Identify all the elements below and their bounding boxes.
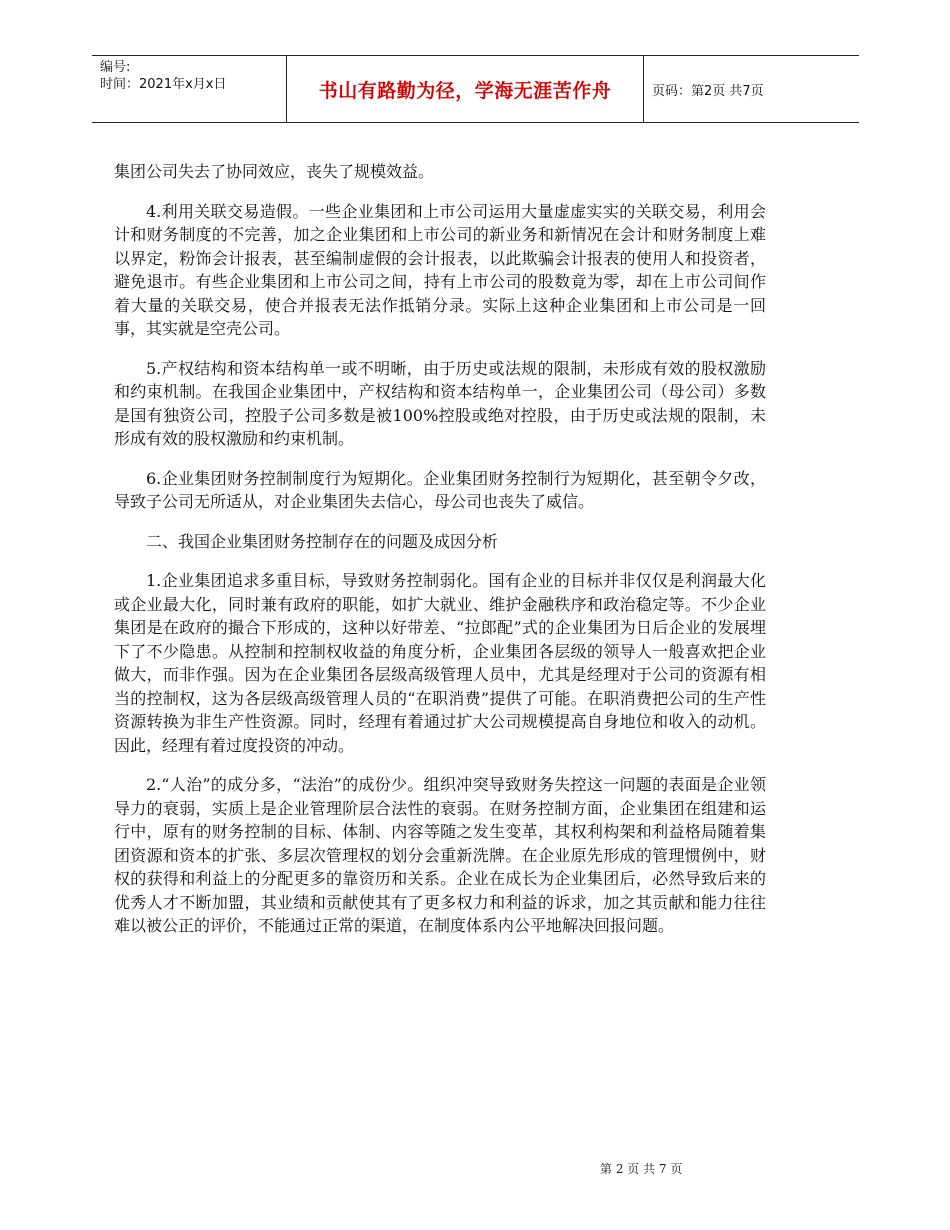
paragraph: 1.企业集团追求多重目标，导致财务控制弱化。国有企业的目标并非仅仅是利润最大化或企业最大化，同时兼有政府的职能，如扩大就业、维护金融秩序和政治稳定等。不少企业集团是在政府的撮合下形成的，这种以好带差、“拉郎配”式的企业集团为日后企业的发展埋下了不少隐患。从控制和控制权收益的角度分析，企业集团各层级的领导人一般喜欢把企业做大，而非作强。因为在企业集团各层级高级管理人员中，尤其是经理对于公司的资源有相当的控制权，这为各层级高级管理人员的“在职消费”提供了可能。在职消费把公司的生产性资源转换为非生产性资源。同时，经理有着通过扩大公司规模提高自身地位和收入的动机。因此，经理有着过度投资的冲动。 (114, 571, 766, 755)
document-body (114, 160, 766, 954)
paragraph: 6.企业集团财务控制制度行为短期化。企业集团财务控制行为短期化，甚至朝令夕改，导致子公司无所适从，对企业集团失去信心，母公司也丧失了威信。 (114, 468, 766, 511)
number-label: 编号: (100, 60, 131, 75)
page-footer: 第 2 页 共 7 页 (600, 1162, 683, 1176)
header-motto: 书山有路勤为径，学海无涯苦作舟 (287, 56, 644, 122)
paragraph: 4.利用关联交易造假。一些企业集团和上市公司运用大量虚虚实实的关联交易，利用会计和财务制度的不完善，加之企业集团和上市公司的新业务和新情况在会计和财务制度上难以界定，粉饰会计报表，甚至编制虚假的会计报表，以此欺骗会计报表的使用人和投资者，避免退市。有些企业集团和上市公司之间，持有上市公司的股数竟为零，却在上市公司间作着大量的关联交易，使合并报表无法作抵销分录。实际上这种企业集团和上市公司是一回事，其实就是空壳公司。 (114, 201, 766, 338)
date-label: 时间：2021年x月x日 (100, 77, 227, 92)
paragraph: 2.“人治”的成分多，“法治”的成份少。组织冲突导致财务失控这一问题的表面是企业领导力的衰弱，实质上是企业管理阶层合法性的衰弱。在财务控制方面，企业集团在组建和运行中，原有的财务控制的目标、体制、内容等随之发生变革，其权利构架和利益格局随着集团资源和资本的扩张、多层次管理权的划分会重新洗牌。在企业原先形成的管理惯例中，财权的获得和利益上的分配更多的靠资历和关系。企业在成长为企业集团后，必然导致后来的优秀人才不断加盟，其业绩和贡献使其有了更多权力和利益的诉求，加之其贡献和能力往往难以被公正的评价，不能通过正常的渠道，在制度体系内公平地解决回报问题。 (114, 775, 766, 935)
header-page-info: 页码：第2页 共7页 (652, 83, 764, 99)
paragraph: 集团公司失去了协同效应，丧失了规模效益。 (114, 162, 435, 181)
paragraph: 5.产权结构和资本结构单一或不明晰，由于历史或法规的限制，未形成有效的股权激励和约束机制。在我国企业集团中，产权结构和资本结构单一，企业集团公司（母公司）多数是国有独资公司，控股子公司多数是被100%控股或绝对控股，由于历史或法规的限制，未形成有效的股权激励和约束机制。 (114, 358, 766, 448)
section-heading: 二、我国企业集团财务控制存在的问题及成因分析 (146, 531, 499, 551)
page-header (92, 55, 859, 123)
header-meta (92, 56, 287, 122)
